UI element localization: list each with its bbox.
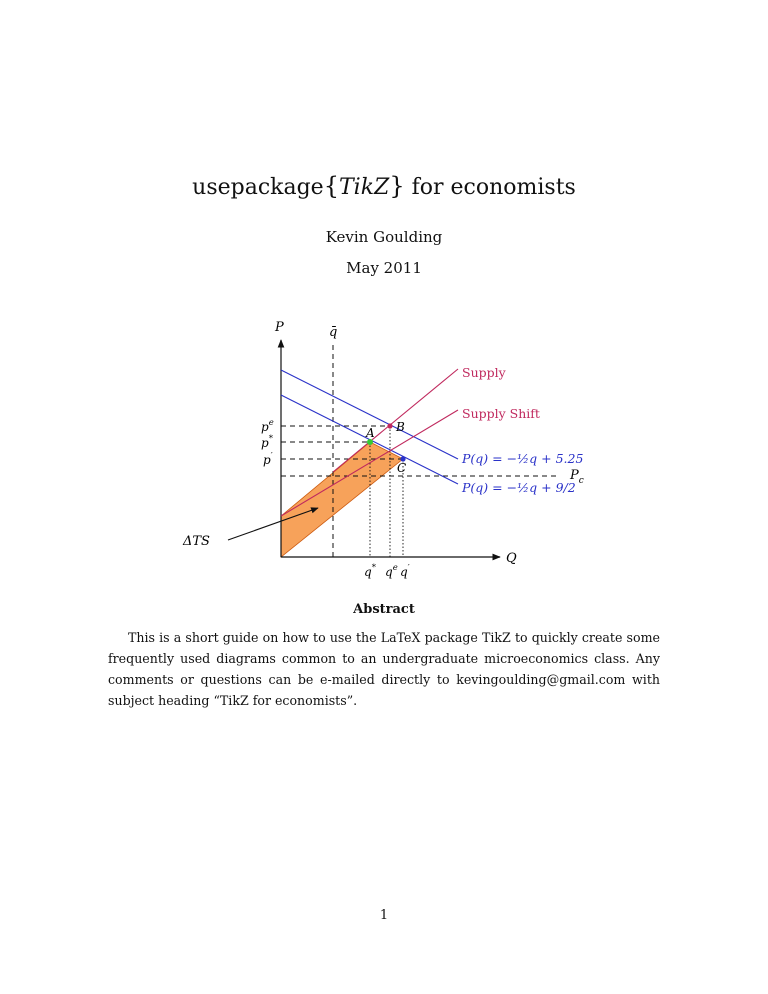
- qstar-label: q*: [364, 563, 376, 579]
- axis-p-label: P: [275, 320, 284, 335]
- pe-label: $p^e$: [261, 418, 274, 434]
- date: May 2011: [346, 259, 422, 277]
- page-number: 1: [379, 908, 389, 923]
- supply-label: Supply: [462, 365, 506, 380]
- axis-q-label: Q: [506, 551, 517, 566]
- title-close-brace: }: [389, 172, 405, 200]
- qe-label: $q^e$: [385, 563, 398, 579]
- title-prefix: usepackage: [192, 175, 324, 200]
- point-b-marker: [387, 423, 392, 428]
- point-a-label: A: [366, 426, 375, 440]
- point-c-label: C: [397, 461, 407, 475]
- qprime-label: q′: [400, 563, 410, 579]
- pprime-label: p′: [263, 451, 273, 467]
- title-suffix: for economists: [411, 175, 576, 200]
- qbar-label: q̄: [329, 325, 338, 340]
- supply-shift-label: Supply Shift: [462, 406, 540, 421]
- abstract-heading: Abstract: [353, 602, 415, 617]
- title-package: TikZ: [339, 175, 390, 200]
- demand-label-lower: P(q) = −½q + 9/2: [462, 480, 576, 495]
- pstar-label: p*: [261, 434, 273, 450]
- demand-label-upper: P(q) = −½q + 5.25: [462, 451, 584, 466]
- point-b-label: B: [396, 420, 405, 434]
- pc-label: $P_c$: [570, 468, 584, 486]
- delta-ts-label: ΔTS: [183, 534, 210, 549]
- abstract-body: This is a short guide on how to use the LaTeX package TikZ to quickly create some frequently used diagrams common to an undergraduate microeconomics class. Any comments or questions can be e-mailed directly to kevingoulding@gmail.com with subject heading “TikZ for economists”.: [108, 630, 660, 708]
- title-open-brace: {: [323, 172, 339, 200]
- author: Kevin Goulding: [325, 228, 443, 246]
